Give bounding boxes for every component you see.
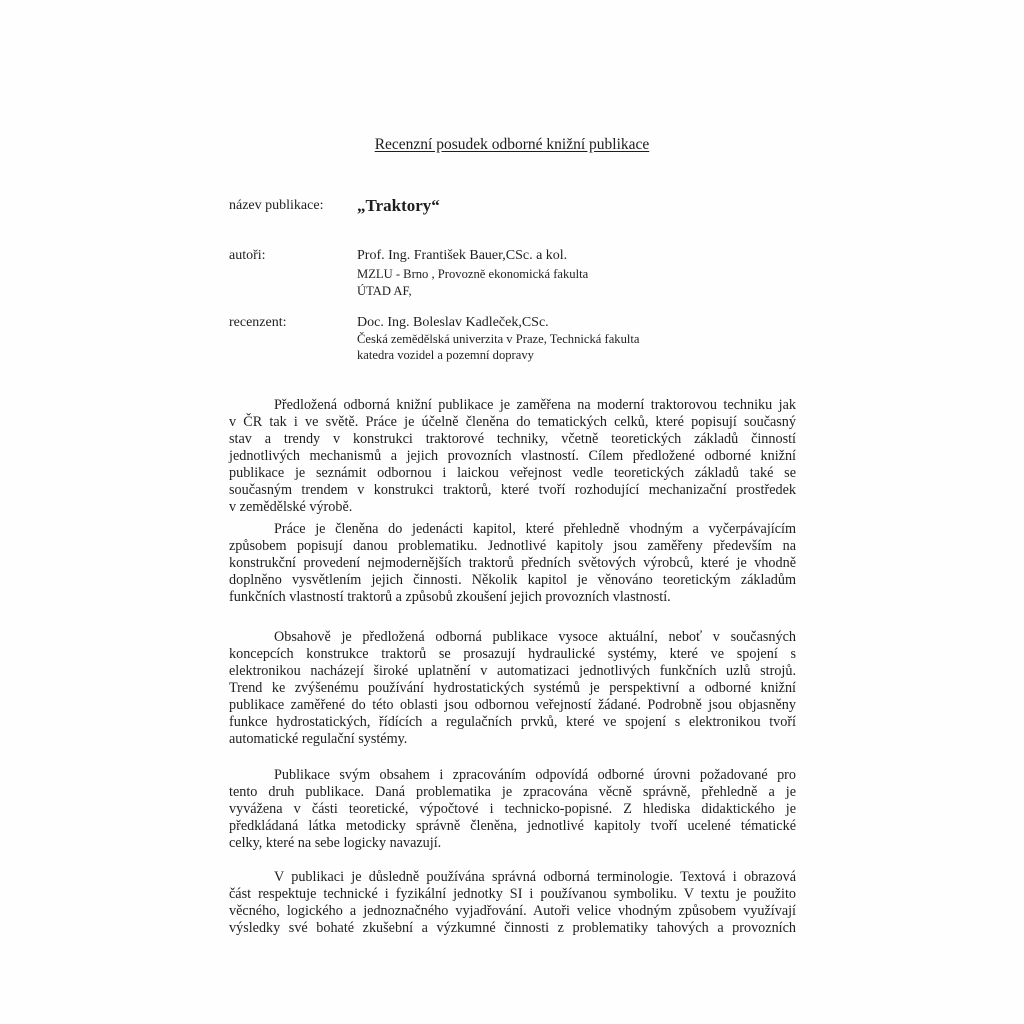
text-line: stav a trendy v konstrukci traktorové techniky, včetně teoretických základů činností	[229, 431, 796, 447]
paragraph	[229, 521, 796, 606]
text-line: výsledky své bohaté zkušební a výzkumné činnosti z problematiky tahových a provozních	[229, 920, 796, 936]
text-line: část respektuje technické i fyzikální jednotky SI i používanou symboliku. V textu je použito	[229, 886, 796, 902]
text-line: V publikaci je důsledně používána správná odborná terminologie. Textová i obrazová	[274, 869, 796, 885]
text-line: Předložená odborná knižní publikace je zaměřena na moderní traktorovou techniku jak	[274, 397, 796, 413]
text-line: funkčních vlastností traktorů a způsobů zkoušení jejich provozních vlastností.	[229, 589, 671, 605]
text-line: způsobem popisují danou problematiku. Jednotlivé kapitoly jsou zaměřeny především na	[229, 538, 796, 554]
reviewer-name: Doc. Ing. Boleslav Kadleček,CSc.	[357, 315, 549, 330]
text-line: Trend ke zvýšenému používání hydrostatických systémů je perspektivní a odborné knižní	[229, 680, 796, 696]
text-line: celky, které na sebe logicky navazují.	[229, 835, 442, 851]
authors-name: Prof. Ing. František Bauer,CSc. a kol.	[357, 248, 568, 263]
paragraph	[229, 869, 796, 937]
text-line: funkce hydrostatických, řídících a regulačních prvků, které ve spojení s elektronikou tvoří	[229, 714, 796, 730]
text-line: Obsahově je předložená odborná publikace vysoce aktuální, neboť v současných	[274, 629, 796, 645]
authors-label: autoři:	[229, 248, 266, 263]
text-line: publikace zaměřené do této oblasti jsou odbornou veřejností žádané. Podrobně jsou objasněny	[229, 697, 796, 713]
text-line: Publikace svým obsahem i zpracováním odpovídá odborné úrovni požadované pro	[274, 767, 796, 783]
authors-affiliation-2: ÚTAD AF,	[357, 284, 412, 298]
text-line: Práce je členěna do jedenácti kapitol, které přehledně vhodným a vyčerpávajícím	[274, 521, 796, 537]
text-line: doplněno vysvětlením jejich činnosti. Několik kapitol je věnováno teoretickým základům	[229, 572, 796, 588]
paragraph	[229, 629, 796, 748]
text-line: elektronikou nacházejí široké uplatnění v automatizaci jednotlivých funkčních uzlů strojů.	[229, 663, 796, 679]
publication-value: „Traktory“	[357, 196, 440, 215]
text-line: vyvážena v části teoretické, výpočtové i technicko-popisné. Z hlediska didaktického je	[229, 801, 796, 817]
text-line: současným trendem v konstrukci traktorů, které tvoří rozhodující mechanizační prostředek	[229, 482, 796, 498]
paragraph	[229, 767, 796, 852]
document-title	[0, 136, 1024, 154]
authors-affiliation-1: MZLU - Brno , Provozně ekonomická fakulta	[357, 267, 589, 281]
publication-label: název publikace:	[229, 198, 324, 213]
text-line: konstrukční provedení nejmodernějších traktorů předních světových výrobců, které je vhodně	[229, 555, 796, 571]
text-line: předkládaná látka metodicky správně členěna, jednotlivé kapitoly tvoří ucelené tématické	[229, 818, 796, 834]
text-line: koncepcích konstrukce traktorů se prosazují hydraulické systémy, které ve spojení s	[229, 646, 796, 662]
text-line: jednotlivých mechanismů a jejich provozních vlastností. Cílem předložené odborné knižní	[229, 448, 796, 464]
text-line: publikace je seznámit odbornou i laickou veřejnost vedle teoretických základů také se	[229, 465, 796, 481]
text-line: tento druh publikace. Daná problematika je zpracována věcně správně, přehledně a je	[229, 784, 796, 800]
text-line: v zemědělské výrobě.	[229, 499, 353, 515]
title-text: Recenzní posudek odborné knižní publikace	[374, 136, 650, 153]
reviewer-label: recenzent:	[229, 315, 287, 330]
text-line: věcného, logického a jednoznačného vyjadřování. Autoři velice vhodným způsobem využívají	[229, 903, 796, 919]
reviewer-affiliation-1: Česká zemědělská univerzita v Praze, Technická fakulta	[357, 332, 640, 346]
text-line: v ČR tak i ve světě. Práce je účelně členěna do tematických celků, které popisují současný	[229, 414, 796, 430]
text-line: automatické regulační systémy.	[229, 731, 408, 747]
paragraph	[229, 397, 796, 516]
reviewer-affiliation-2: katedra vozidel a pozemní dopravy	[357, 348, 534, 362]
